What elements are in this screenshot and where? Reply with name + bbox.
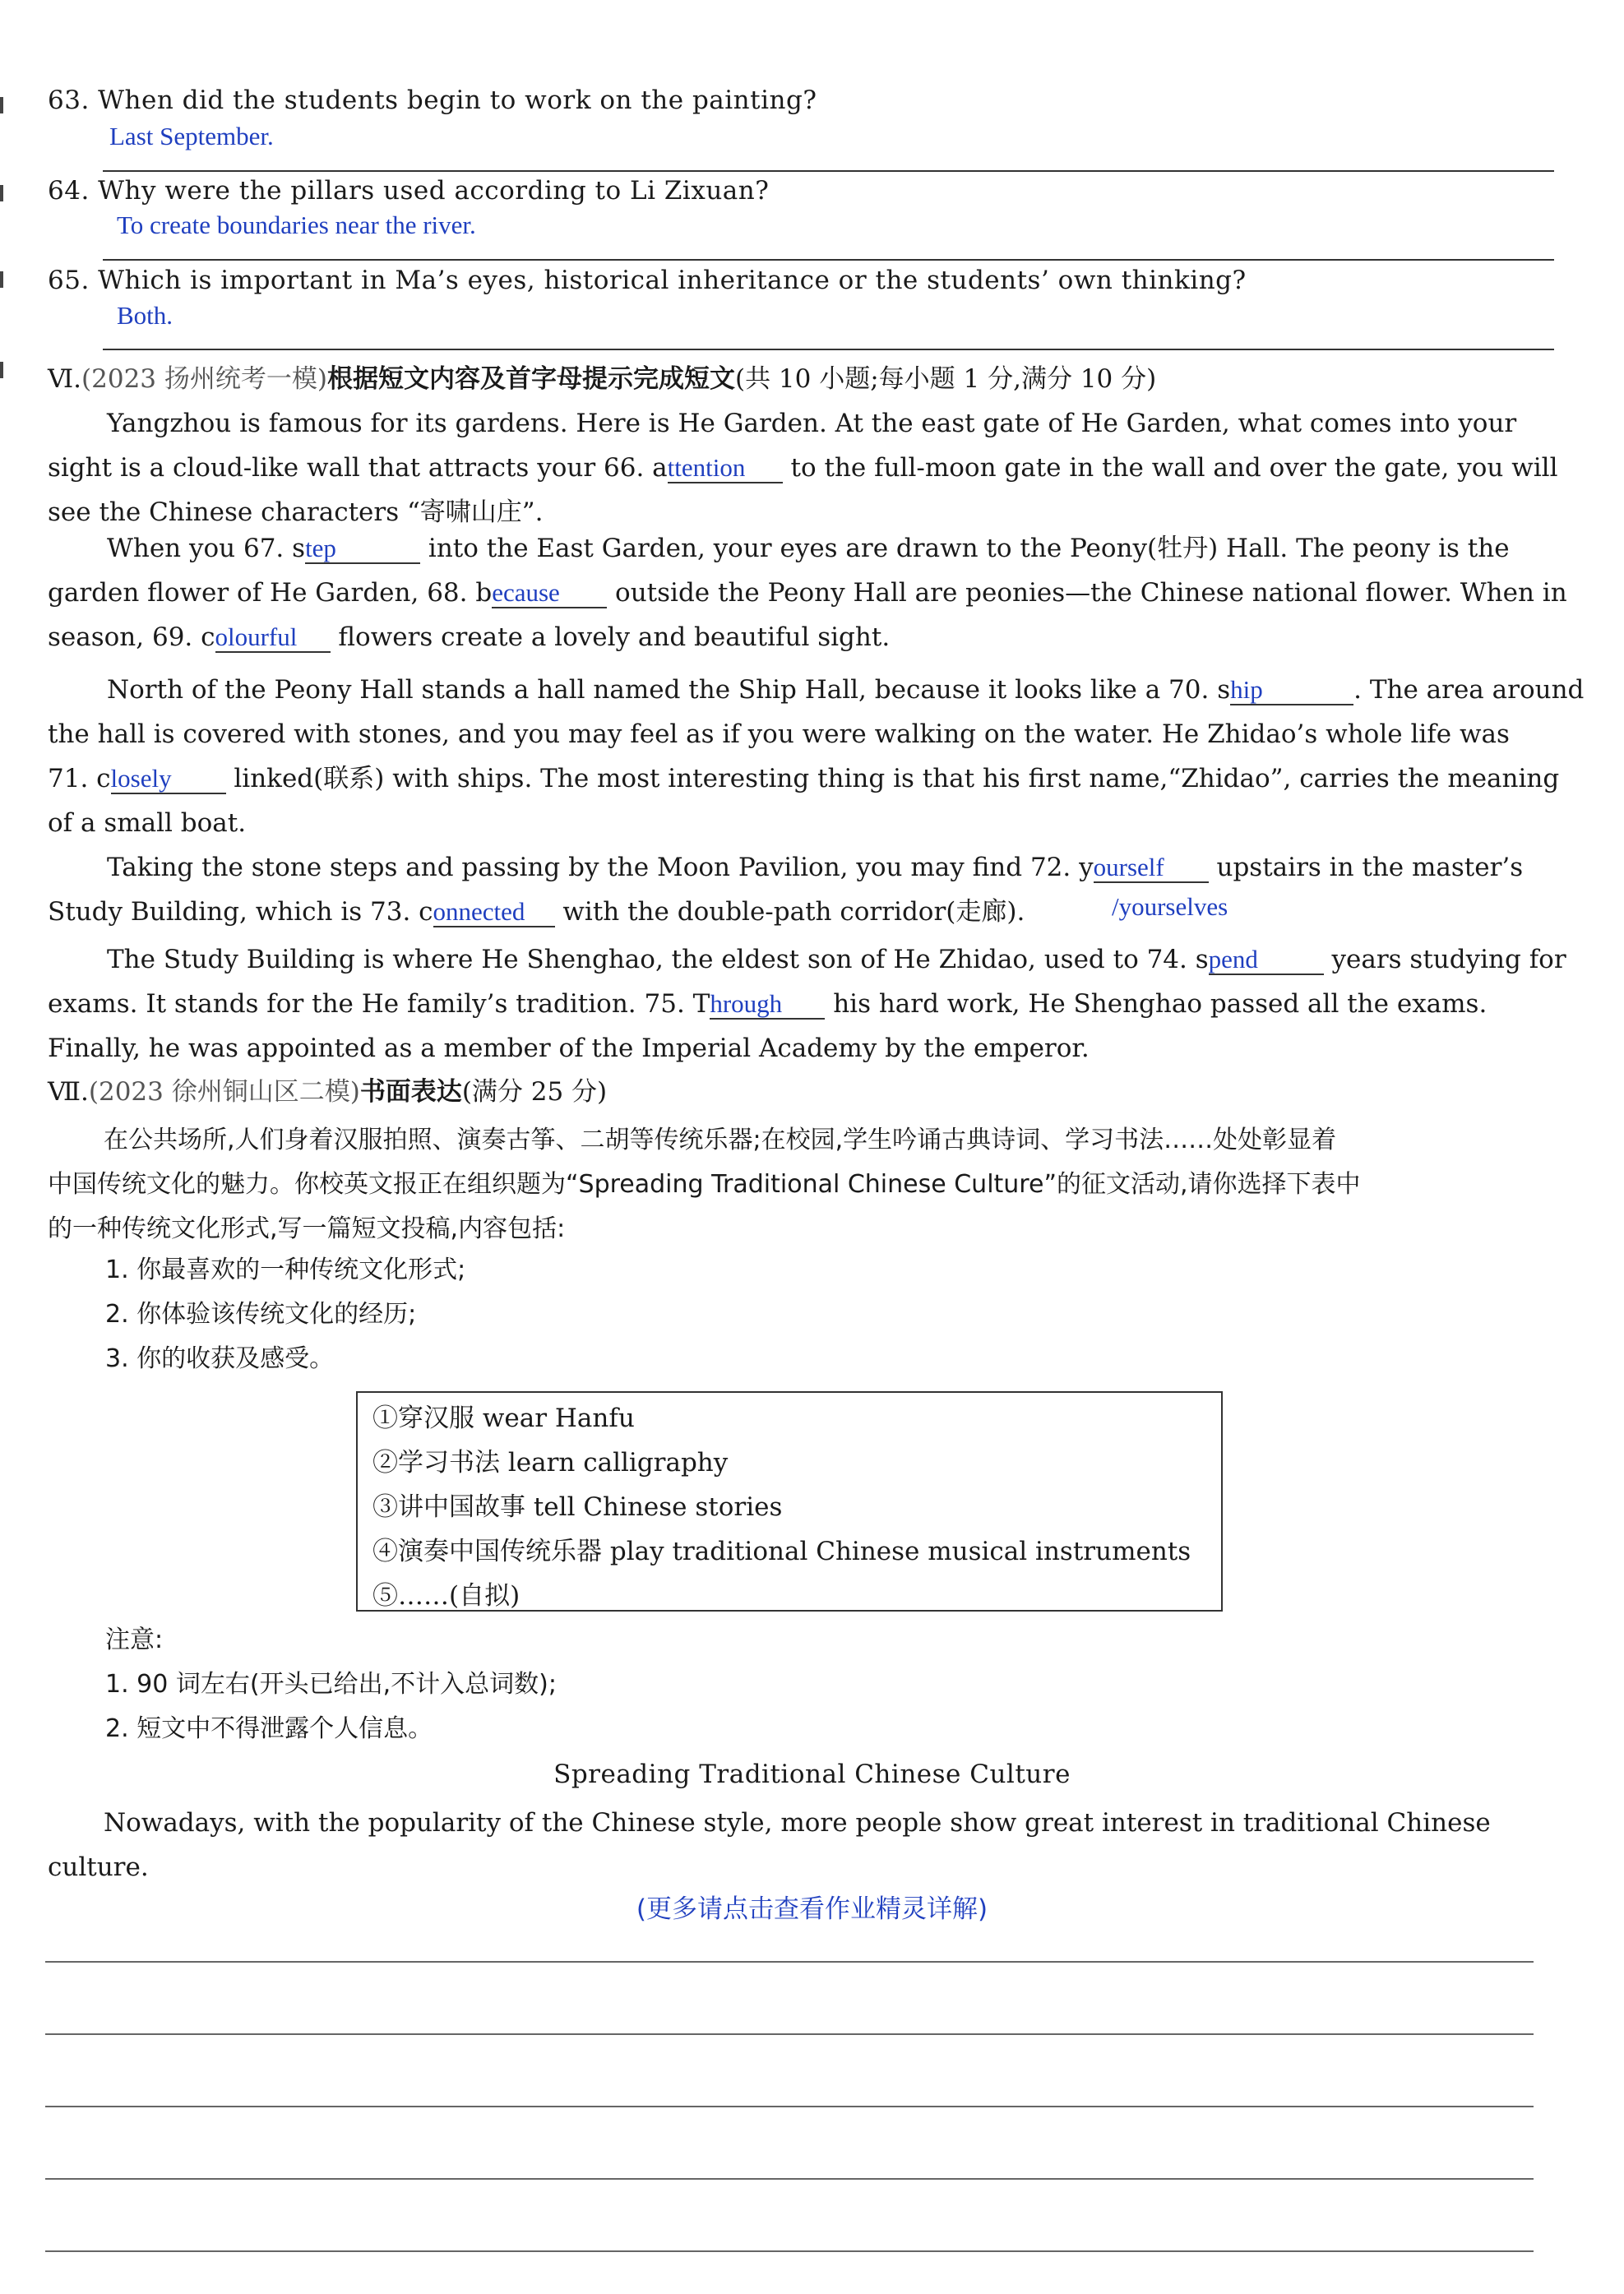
section-6-number: Ⅵ.	[48, 364, 82, 394]
notes-label: 注意:	[105, 1626, 164, 1654]
answer-65: Both.	[117, 301, 174, 330]
prompt-line: 的一种传统文化形式,写一篇短文投稿,内容包括:	[48, 1214, 566, 1243]
passage-line	[48, 526, 1554, 571]
passage-text: garden flower of He Garden, 68. b	[48, 578, 493, 608]
writing-prompt	[48, 1118, 1554, 1251]
option-item: ②学习书法 learn calligraphy	[372, 1448, 729, 1478]
blank-73: onnected	[433, 898, 555, 927]
answer-line	[103, 170, 1554, 172]
section-7-title	[48, 1071, 607, 1108]
passage-paragraph-3	[48, 668, 1585, 845]
passage-text: The Study Building is where He Shenghao, the eldest son of He Zhidao, used to 74. s	[107, 945, 1209, 974]
blank-74: pend	[1209, 946, 1324, 975]
passage-paragraph-5	[48, 937, 1566, 1071]
passage-line: Finally, he was appointed as a member of the Imperial Academy by the emperor.	[48, 1034, 1090, 1063]
passage-text: outside the Peony Hall are peonies—the Chinese national flower. When in	[607, 578, 1567, 608]
option-item: ①穿汉服 wear Hanfu	[372, 1404, 635, 1433]
passage-line	[48, 845, 1554, 890]
prompt-line: 中国传统文化的魅力。你校英文报正在组织题为“Spreading Traditional Chinese Culture”的征文活动,请你选择下表中	[48, 1170, 1361, 1199]
passage-line: Yangzhou is famous for its gardens. Here is He Garden. At the east gate of He Garden, what comes into your	[107, 409, 1517, 438]
note-item: 1. 90 词左右(开头已给出,不计入总词数);	[105, 1670, 557, 1699]
essay-line: culture.	[48, 1852, 149, 1882]
blank-68: ecause	[492, 579, 607, 608]
section-6-title	[48, 358, 1156, 395]
blank-72: ourself	[1094, 853, 1209, 883]
section-6-source: (2023 扬州统考一模)	[81, 364, 327, 394]
option-item: ④演奏中国传统乐器 play traditional Chinese musical instruments	[372, 1537, 1191, 1566]
writing-line	[45, 2033, 1534, 2035]
blank-70: hip	[1230, 676, 1353, 705]
passage-line	[48, 615, 1554, 659]
passage-text: season, 69. c	[48, 622, 215, 652]
binding-mark	[0, 97, 3, 113]
passage-text: to the full-moon gate in the wall and over the gate, you will	[782, 453, 1558, 483]
passage-text: exams. It stands for the He family’s tradition. 75. T	[48, 989, 710, 1019]
binding-mark	[0, 271, 3, 288]
passage-paragraph-1	[48, 401, 1558, 534]
blank-75: hrough	[710, 990, 825, 1020]
passage-text: upstairs in the master’s	[1208, 853, 1524, 882]
alternate-answer-72: /yourselves	[1112, 892, 1228, 921]
answer-line	[103, 259, 1554, 261]
passage-text: his hard work, He Shenghao passed all the exams.	[825, 989, 1488, 1019]
option-item: ⑤……(自拟)	[372, 1581, 521, 1611]
passage-text: Study Building, which is 73. c	[48, 897, 433, 927]
section-7-source: (2023 徐州铜山区二模)	[88, 1077, 360, 1107]
essay-title: Spreading Traditional Chinese Culture	[553, 1760, 1071, 1789]
binding-mark	[0, 362, 3, 378]
passage-paragraph-2	[48, 526, 1567, 659]
section-7-scoring: (满分 25 分)	[461, 1077, 608, 1107]
passage-line	[48, 982, 1554, 1026]
essay-opening	[48, 1801, 1554, 1889]
section-6-scoring: (共 10 小题;每小题 1 分,满分 10 分)	[734, 364, 1157, 394]
essay-line: Nowadays, with the popularity of the Chinese style, more people show great interest in traditional Chinese	[104, 1808, 1491, 1838]
writing-line	[45, 2106, 1534, 2107]
passage-line	[48, 446, 1558, 490]
passage-text: with the double-path corridor(走廊).	[554, 897, 1025, 927]
question-65: 65. Which is important in Ma’s eyes, historical inheritance or the students’ own thinking?	[48, 266, 1247, 295]
passage-line: see the Chinese characters “寄啸山庄”.	[48, 497, 544, 527]
answer-64: To create boundaries near the river.	[117, 210, 476, 239]
content-point: 2. 你体验该传统文化的经历;	[105, 1300, 417, 1329]
answer-line	[103, 349, 1554, 350]
prompt-line: 在公共场所,人们身着汉服拍照、演奏古筝、二胡等传统乐器;在校园,学生吟诵古典诗词、学习书法……处处彰显着	[104, 1126, 1337, 1154]
passage-paragraph-4	[48, 845, 1554, 934]
more-details-link[interactable]: (更多请点击查看作业精灵详解)	[636, 1894, 988, 1924]
passage-line	[48, 756, 1560, 801]
passage-text: flowers create a lovely and beautiful sight.	[330, 622, 891, 652]
passage-text: linked(联系) with ships. The most interesting thing is that his first name,“Zhidao”, carries the meaning	[225, 764, 1560, 793]
passage-text: When you 67. s	[107, 534, 306, 563]
note-item: 2. 短文中不得泄露个人信息。	[105, 1714, 433, 1743]
passage-line	[48, 890, 1554, 934]
culture-options-table	[356, 1391, 1223, 1612]
writing-line	[45, 1961, 1534, 1963]
blank-71: losely	[111, 765, 226, 794]
section-7-heading: 书面表达	[359, 1077, 462, 1107]
passage-text: 71. c	[48, 764, 111, 793]
blank-66: ttention	[668, 454, 783, 483]
content-point: 3. 你的收获及感受。	[105, 1344, 335, 1373]
passage-text: into the East Garden, your eyes are drawn to the Peony(牡丹) Hall. The peony is the	[420, 534, 1510, 563]
passage-text: North of the Peony Hall stands a hall named the Ship Hall, because it looks like a 70. s	[107, 675, 1231, 705]
blank-67: tep	[305, 534, 420, 564]
writing-line	[45, 2178, 1534, 2180]
section-6-heading: 根据短文内容及首字母提示完成短文	[326, 364, 735, 394]
content-point: 1. 你最喜欢的一种传统文化形式;	[105, 1256, 466, 1284]
writing-line	[45, 2250, 1534, 2252]
passage-line: the hall is covered with stones, and you may feel as if you were walking on the water. He Zhidao’s whole life was	[48, 719, 1510, 749]
binding-mark	[0, 185, 3, 201]
passage-text: years studying for	[1323, 945, 1566, 974]
passage-line	[48, 668, 1585, 712]
question-64: 64. Why were the pillars used according to Li Zixuan?	[48, 176, 770, 206]
passage-line	[48, 937, 1566, 982]
passage-line	[48, 571, 1567, 615]
passage-text: sight is a cloud-like wall that attracts your 66. a	[48, 453, 668, 483]
passage-text: . The area around	[1353, 675, 1585, 705]
passage-text: Taking the stone steps and passing by the Moon Pavilion, you may find 72. y	[107, 853, 1094, 882]
blank-69: olourful	[215, 623, 331, 653]
question-63: 63. When did the students begin to work on the painting?	[48, 86, 817, 115]
option-item: ③讲中国故事 tell Chinese stories	[372, 1492, 783, 1522]
passage-line: of a small boat.	[48, 808, 247, 838]
section-7-number: Ⅶ.	[48, 1077, 89, 1107]
answer-63: Last September.	[109, 122, 274, 150]
